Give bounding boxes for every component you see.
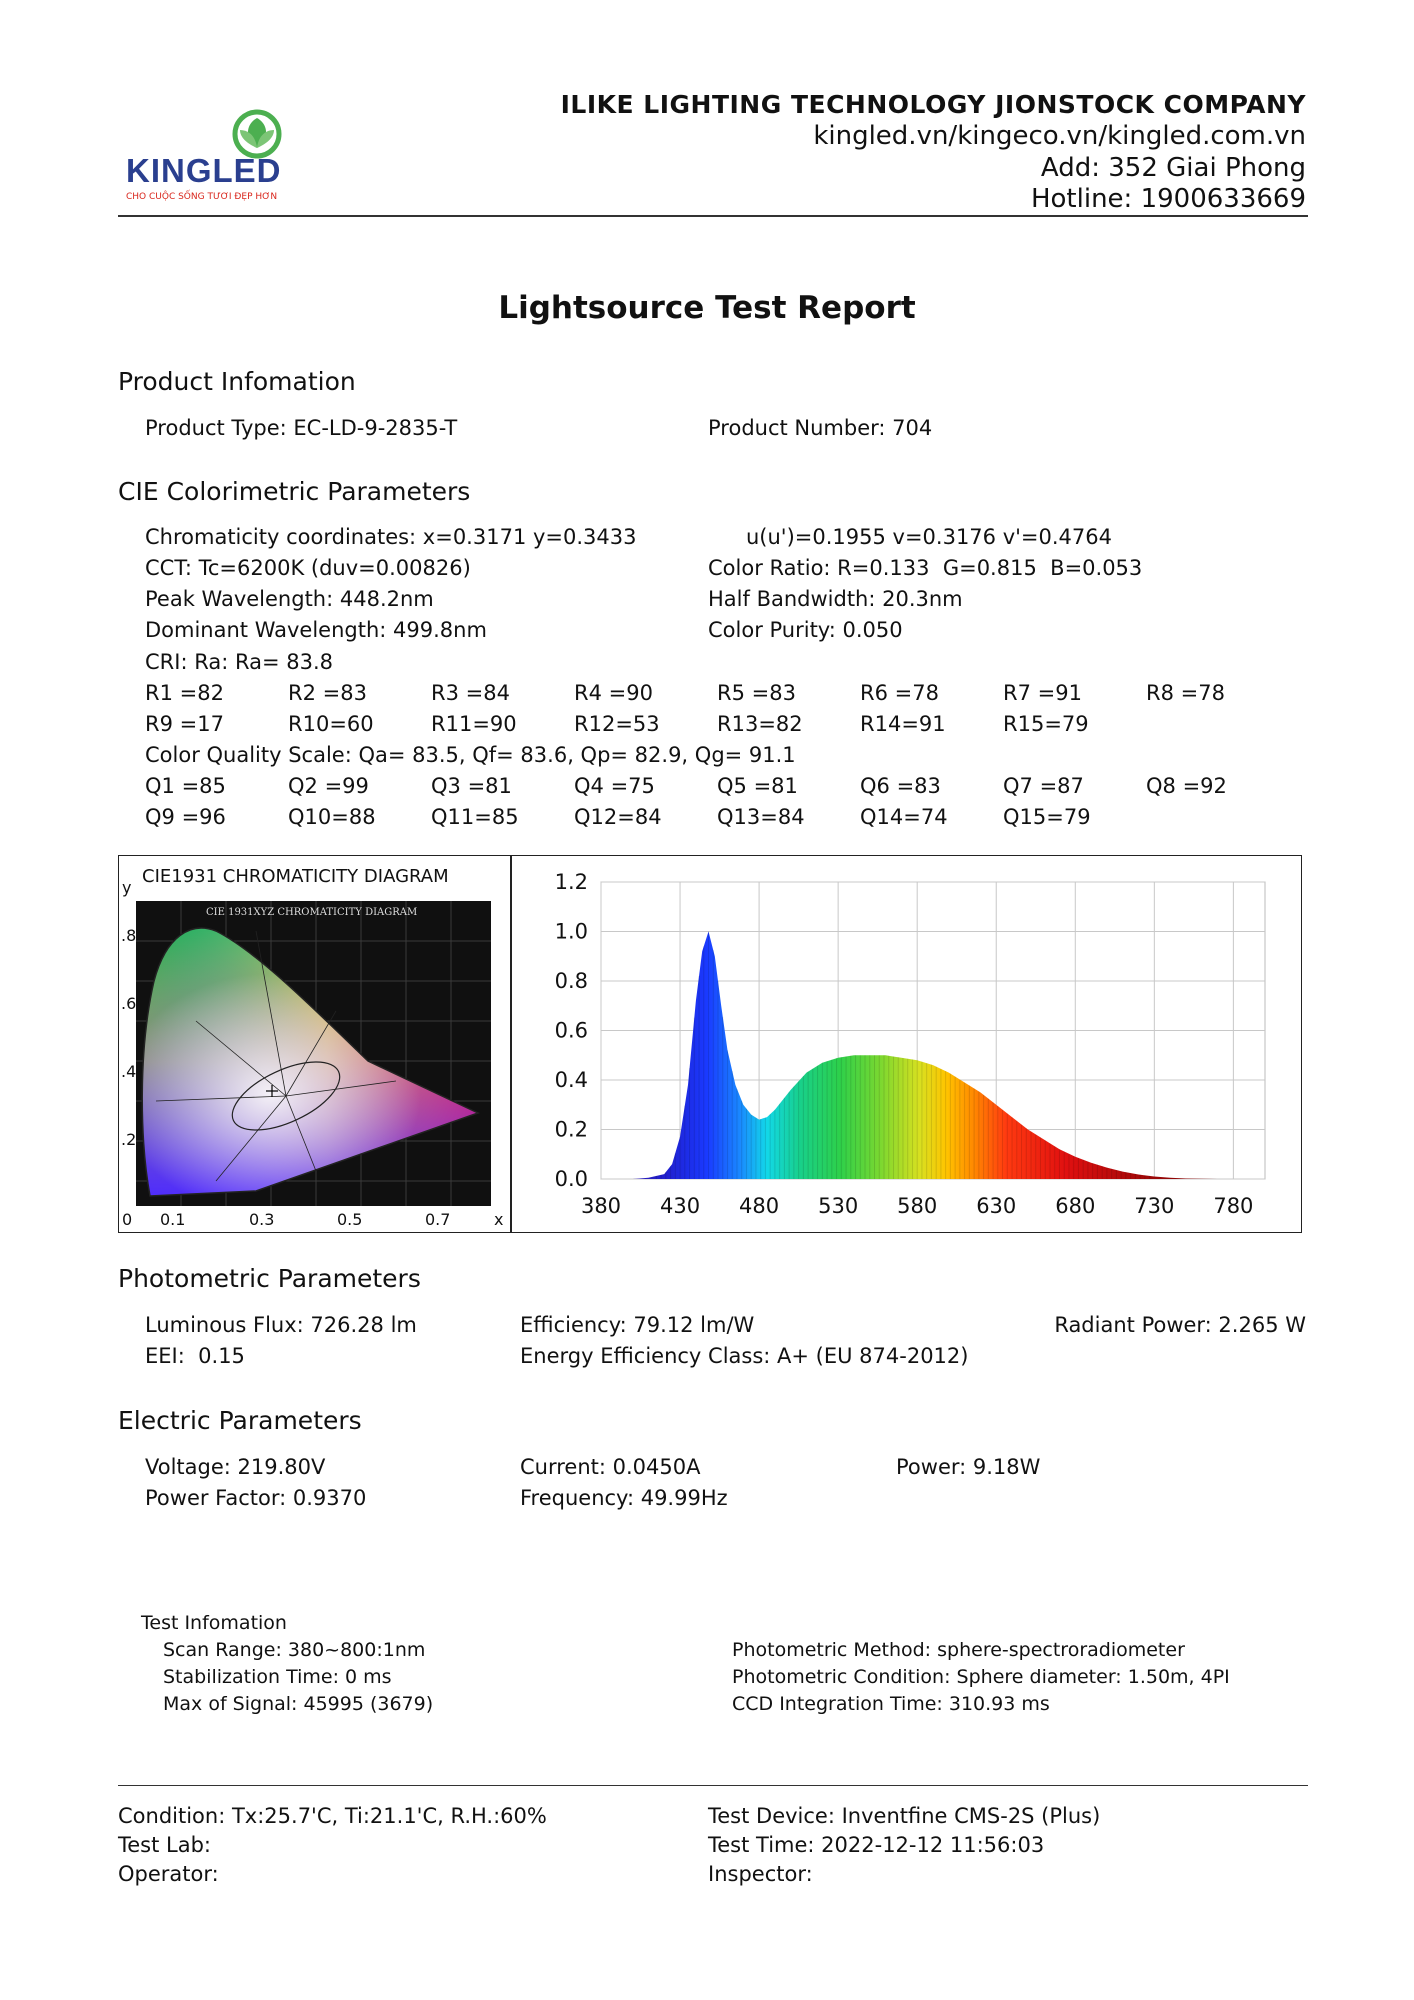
q-value: Q2 =99 bbox=[288, 774, 369, 798]
color-ratio: Color Ratio: R=0.133 G=0.815 B=0.053 bbox=[708, 556, 1143, 580]
x-tick-label: 380 bbox=[580, 1194, 622, 1218]
r-value: R4 =90 bbox=[574, 681, 653, 705]
q-value: Q10=88 bbox=[288, 805, 376, 829]
y-tick-label: 0.4 bbox=[554, 1068, 588, 1092]
q-value: Q9 =96 bbox=[145, 805, 226, 829]
scan-range: Scan Range: 380~800:1nm bbox=[163, 1639, 426, 1661]
cie-y-tick: .2 bbox=[121, 1130, 137, 1149]
x-tick-label: 780 bbox=[1213, 1194, 1254, 1218]
y-tick-label: 0.8 bbox=[554, 969, 588, 993]
cie-x-tick: 0.7 bbox=[425, 1210, 451, 1229]
test-lab: Test Lab: bbox=[118, 1833, 212, 1857]
voltage: Voltage: 219.80V bbox=[145, 1455, 326, 1479]
color-quality-scale: Color Quality Scale: Qa= 83.5, Qf= 83.6, Qp= 82.9, Qg= 91.1 bbox=[145, 743, 796, 767]
cie-y-axis-label: y bbox=[122, 878, 132, 897]
footer-divider bbox=[118, 1785, 1308, 1786]
cie-diagram-title: CIE1931 CHROMATICITY DIAGRAM bbox=[142, 866, 449, 887]
r-values-row-1 bbox=[145, 678, 1289, 709]
r-value: R2 =83 bbox=[288, 681, 367, 705]
q-value: Q15=79 bbox=[1003, 805, 1091, 829]
test-device: Test Device: Inventfine CMS-2S (Plus) bbox=[708, 1804, 1101, 1828]
cie-x-axis-label: x bbox=[494, 1210, 504, 1229]
inspector: Inspector: bbox=[708, 1862, 813, 1886]
q-value: Q7 =87 bbox=[1003, 774, 1084, 798]
y-tick-label: 0.6 bbox=[554, 1018, 588, 1043]
r-value: R10=60 bbox=[288, 712, 374, 736]
company-logo bbox=[124, 108, 314, 204]
product-number: Product Number: 704 bbox=[708, 416, 933, 440]
max-of-signal: Max of Signal: 45995 (3679) bbox=[163, 1693, 434, 1715]
eei-value: EEI: 0.15 bbox=[145, 1344, 245, 1368]
spectrum-x-ticks bbox=[581, 1194, 1253, 1218]
cie-y-tick: .8 bbox=[121, 926, 137, 945]
cct-value: CCT: Tc=6200K (duv=0.00826) bbox=[145, 556, 471, 580]
r-value: R3 =84 bbox=[431, 681, 510, 705]
logo-text: KINGLED bbox=[126, 152, 282, 189]
r-value: R7 =91 bbox=[1003, 681, 1082, 705]
efficiency: Efficiency: 79.12 lm/W bbox=[520, 1313, 755, 1337]
r-values-row-2 bbox=[145, 709, 1289, 740]
r-value: R6 =78 bbox=[860, 681, 939, 705]
company-name: ILIKE LIGHTING TECHNOLOGY JIONSTOCK COMPANY bbox=[560, 90, 1306, 119]
luminous-flux: Luminous Flux: 726.28 lm bbox=[145, 1313, 417, 1337]
cie-heading: CIE Colorimetric Parameters bbox=[118, 477, 471, 506]
r-value: R13=82 bbox=[717, 712, 803, 736]
y-tick-label: 0.2 bbox=[554, 1117, 588, 1142]
x-tick-label: 730 bbox=[1134, 1194, 1175, 1218]
product-type: Product Type: EC-LD-9-2835-T bbox=[145, 416, 458, 440]
stabilization-time: Stabilization Time: 0 ms bbox=[163, 1666, 392, 1688]
photometric-method: Photometric Method: sphere-spectroradiometer bbox=[732, 1639, 1185, 1661]
q-value: Q8 =92 bbox=[1146, 774, 1227, 798]
cri-values-grid bbox=[145, 678, 1289, 833]
cie-x-tick: 0.3 bbox=[249, 1210, 275, 1229]
y-tick-label: 1.0 bbox=[554, 919, 588, 944]
cie-inner-title: CIE 1931XYZ CHROMATICITY DIAGRAM bbox=[206, 907, 418, 918]
half-bandwidth: Half Bandwidth: 20.3nm bbox=[708, 587, 963, 611]
company-hotline: Hotline: 1900633669 bbox=[1030, 184, 1306, 214]
current: Current: 0.0450A bbox=[520, 1455, 701, 1479]
photometric-condition: Photometric Condition: Sphere diameter: 1.50m, 4PI bbox=[732, 1666, 1230, 1688]
header-divider bbox=[118, 215, 1308, 217]
chromaticity-coordinates: Chromaticity coordinates: x=0.3171 y=0.3433 bbox=[145, 525, 637, 549]
r-value: R15=79 bbox=[1003, 712, 1089, 736]
test-info-heading: Test Infomation bbox=[141, 1612, 287, 1634]
dominant-wavelength: Dominant Wavelength: 499.8nm bbox=[145, 618, 487, 642]
cqs-row bbox=[145, 740, 1289, 771]
photometric-heading: Photometric Parameters bbox=[118, 1264, 421, 1293]
x-tick-label: 680 bbox=[1055, 1194, 1096, 1218]
x-tick-label: 580 bbox=[897, 1194, 938, 1218]
q-value: Q13=84 bbox=[717, 805, 805, 829]
r-value: R5 =83 bbox=[717, 681, 796, 705]
q-value: Q5 =81 bbox=[717, 774, 798, 798]
electric-heading: Electric Parameters bbox=[118, 1406, 362, 1435]
test-time: Test Time: 2022-12-12 11:56:03 bbox=[708, 1833, 1045, 1857]
cie-y-tick: .6 bbox=[121, 994, 137, 1013]
power-factor: Power Factor: 0.9370 bbox=[145, 1486, 367, 1510]
spectrum-panel bbox=[510, 855, 1302, 1233]
y-tick-label: 0.0 bbox=[554, 1167, 588, 1191]
x-tick-label: 630 bbox=[976, 1194, 1017, 1218]
page-title: Lightsource Test Report bbox=[498, 290, 916, 326]
q-value: Q6 =83 bbox=[860, 774, 941, 798]
company-websites: kingled.vn/kingeco.vn/kingled.com.vn bbox=[813, 121, 1306, 151]
y-tick-label: 1.2 bbox=[554, 870, 588, 894]
r-value: R8 =78 bbox=[1146, 681, 1225, 705]
cie-x-tick: 0 bbox=[122, 1210, 133, 1229]
color-purity: Color Purity: 0.050 bbox=[708, 618, 903, 642]
r-value: R9 =17 bbox=[145, 712, 224, 736]
r-value: R14=91 bbox=[860, 712, 946, 736]
spectrum-chart bbox=[511, 856, 1301, 1232]
r-value: R11=90 bbox=[431, 712, 517, 736]
cie-y-tick: .4 bbox=[121, 1062, 137, 1081]
x-tick-label: 530 bbox=[818, 1194, 859, 1218]
x-tick-label: 480 bbox=[739, 1194, 780, 1218]
cie-chromaticity-image bbox=[136, 901, 491, 1206]
power: Power: 9.18W bbox=[896, 1455, 1041, 1479]
q-value: Q11=85 bbox=[431, 805, 519, 829]
product-heading: Product Infomation bbox=[118, 367, 356, 396]
x-tick-label: 430 bbox=[660, 1194, 701, 1218]
ccd-integration-time: CCD Integration Time: 310.93 ms bbox=[732, 1693, 1050, 1715]
cie-x-tick: 0.1 bbox=[160, 1210, 186, 1229]
q-values-row-1 bbox=[145, 771, 1289, 802]
r-value: R12=53 bbox=[574, 712, 660, 736]
operator: Operator: bbox=[118, 1862, 219, 1886]
logo-tagline: CHO CUỘC SỐNG TƯƠI ĐẸP HƠN bbox=[126, 192, 278, 202]
q-value: Q12=84 bbox=[574, 805, 662, 829]
cri-value: CRI: Ra: Ra= 83.8 bbox=[145, 650, 333, 674]
q-value: Q3 =81 bbox=[431, 774, 512, 798]
cie-diagram-panel bbox=[118, 855, 512, 1233]
q-values-row-2 bbox=[145, 802, 1289, 833]
radiant-power: Radiant Power: 2.265 W bbox=[1054, 1313, 1306, 1337]
test-condition: Condition: Tx:25.7'C, Ti:21.1'C, R.H.:60% bbox=[118, 1804, 547, 1828]
peak-wavelength: Peak Wavelength: 448.2nm bbox=[145, 587, 434, 611]
energy-efficiency-class: Energy Efficiency Class: A+ (EU 874-2012) bbox=[520, 1344, 969, 1368]
uv-coordinates: u(u')=0.1955 v=0.3176 v'=0.4764 bbox=[746, 525, 1112, 549]
q-value: Q14=74 bbox=[860, 805, 948, 829]
r-value: R1 =82 bbox=[145, 681, 224, 705]
cie-x-tick: 0.5 bbox=[337, 1210, 363, 1229]
q-value: Q1 =85 bbox=[145, 774, 226, 798]
spectrum-y-ticks bbox=[555, 870, 588, 1191]
q-value: Q4 =75 bbox=[574, 774, 655, 798]
company-address: Add: 352 Giai Phong bbox=[1040, 153, 1306, 183]
frequency: Frequency: 49.99Hz bbox=[520, 1486, 728, 1510]
